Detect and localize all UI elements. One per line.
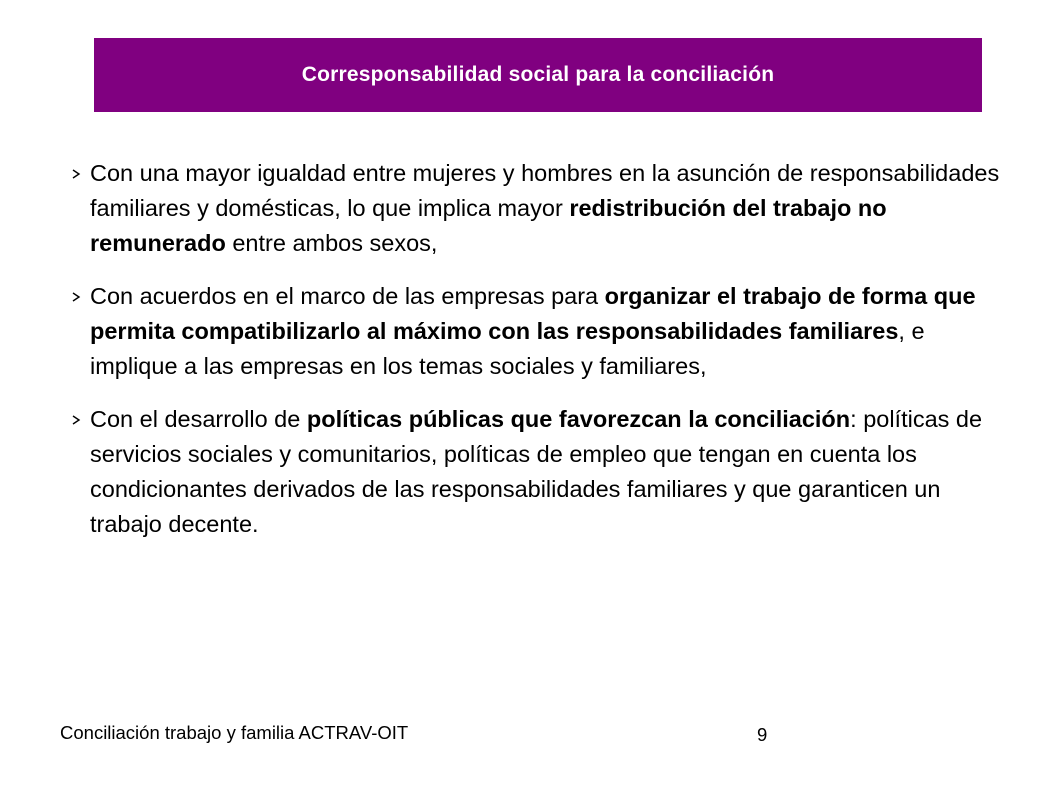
page-number: 9 [757,724,768,745]
bullet-text [90,406,982,537]
bullet-text [90,283,976,379]
bullet-segment: Con acuerdos en el marco de las empresas para [90,283,605,309]
bullet-list [72,156,1002,560]
bullet-segment: , e implique a las empresas en los temas sociales y familiares, [90,318,925,379]
bullet-segment: Con el desarrollo de [90,406,307,432]
bullet-text [90,160,999,256]
bullet-segment: entre ambos sexos, [225,230,438,256]
arrowhead-bullet-icon [72,292,81,302]
title-bar [94,38,982,112]
bullet-item-3 [72,402,1002,542]
bullet-segment: Con una mayor igualdad entre mujeres y hombres en la asunción de responsabilidades familiares y domésticas, lo que implica mayor [90,160,1000,221]
bullet-item-2 [72,279,1002,384]
footer-text: Conciliación trabajo y familia ACTRAV-OIT [60,722,409,743]
bullet-segment-bold: organizar el trabajo de forma que permita compatibilizarlo al máximo con las responsabilidades familiares [90,283,976,344]
bullet-item-1 [72,156,1002,261]
slide-title: Corresponsabilidad social para la conciliación [301,63,775,86]
arrowhead-bullet-icon [72,169,81,179]
arrowhead-bullet-icon [72,415,81,425]
bullet-segment-bold: redistribución del trabajo no remunerado [90,195,887,256]
bullet-segment-bold: políticas públicas que favorezcan la conciliación [306,406,851,432]
bullet-segment: : políticas de servicios sociales y comunitarios, políticas de empleo que tengan en cuenta los condicionantes derivados de las responsabilidades familiares y que garanticen un trabajo decente. [90,406,983,537]
